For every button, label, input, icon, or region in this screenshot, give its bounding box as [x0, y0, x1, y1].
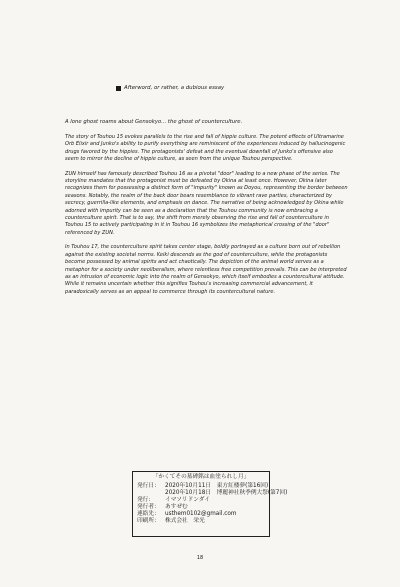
colophon-box	[132, 471, 288, 537]
colophon-row	[137, 511, 265, 518]
essay-body	[65, 134, 348, 303]
colophon-key: 発行：	[137, 496, 155, 503]
colophon-row	[137, 497, 265, 504]
page-number: 18	[196, 555, 204, 561]
colophon-key: 発行日：	[137, 482, 160, 489]
paragraph-2: ZUN himself has famously described Touhou 16 as a pivotal "door" leading to a new phase of the series. The storyline mandates that the protagonist must be defeated by Okina at least once. However, Okina later recognizes them for possessing a distinct form of "impurity" known as Doyou, representing the border between seasons. Notably, the realm of the back door bears resemblance to vibrant rave parties, characterized by secrecy, guerrilla-like elements, and emphasis on dance. The narrative of being acknowledged by Okina while adorned with impurity can be seen as a declaration that the Touhou community is now embracing a counterculture spirit. That is to say, the shift from merely observing the rise and fall of counterculture in Touhou 15 to actively participating in it in Touhou 16 symbolizes the metaphorical crossing of the "door" referenced by ZUN.	[65, 170, 348, 236]
colophon-value: イマソリドンダイ	[165, 496, 210, 503]
colophon-value: あすぜむ	[165, 503, 188, 510]
colophon-title: 「かくてその墓碑銘は血塗られし月」	[152, 474, 250, 480]
paragraph-1: The story of Touhou 15 evokes parallels to the rise and fall of hippie culture. The potent effects of Ultramarine Orb Elixir and Junko's ability to purify everything are reminiscent of the experiences induced by hallucinogenic drugs favored by the hippies. The protagonists' defeat and the eventual downfall of Junko's offensive also seem to mirror the decline of hippie culture, as seen from the unique Touhou perspective.	[65, 134, 346, 163]
section-heading	[116, 85, 224, 91]
colophon-row	[137, 504, 265, 511]
colophon-row	[137, 482, 269, 490]
colophon-key: 発行者：	[137, 503, 160, 510]
colophon-key: 印刷所：	[137, 517, 160, 524]
heading-text: Afterword, or rather, a dubious essay	[124, 85, 225, 91]
square-bullet-icon	[116, 86, 121, 91]
colophon-key	[137, 490, 165, 497]
colophon-key: 連絡先：	[137, 510, 160, 517]
colophon-value: 株式会社 栄光	[165, 517, 205, 524]
colophon-row	[137, 489, 288, 497]
colophon-value: 2020年10月18日 博麗神社秋季例大祭(第7回)	[165, 489, 288, 496]
colophon-row	[137, 518, 265, 525]
colophon-value: 2020年10月11日 東方紅楼夢(第16回)	[165, 482, 269, 489]
colophon-value: usthem0102@gmail.com	[165, 510, 237, 517]
paragraph-3: In Touhou 17, the counterculture spirit takes center stage, boldly portrayed as a culture born out of rebellion against the existing societal norms. Keiki descends as the god of counterculture, while the protagonists become possessed by animal spirits and act chaotically. The depiction of the animal world serves as a metaphor for a society under neoliberalism, where relentless free competition prevails. This can be interpreted as an intrusion of economic logic into the realm of Gensokyo, which itself embodies a countercultural attitude. While it remains uncertain whether this signifies Touhou's increasing commercial advancement, it paradoxically serves as an appeal to commerce through its countercultural nature.	[65, 244, 347, 295]
essay-subtitle: A lone ghost roams about Gensokyo... the ghost of counterculture.	[65, 119, 243, 125]
